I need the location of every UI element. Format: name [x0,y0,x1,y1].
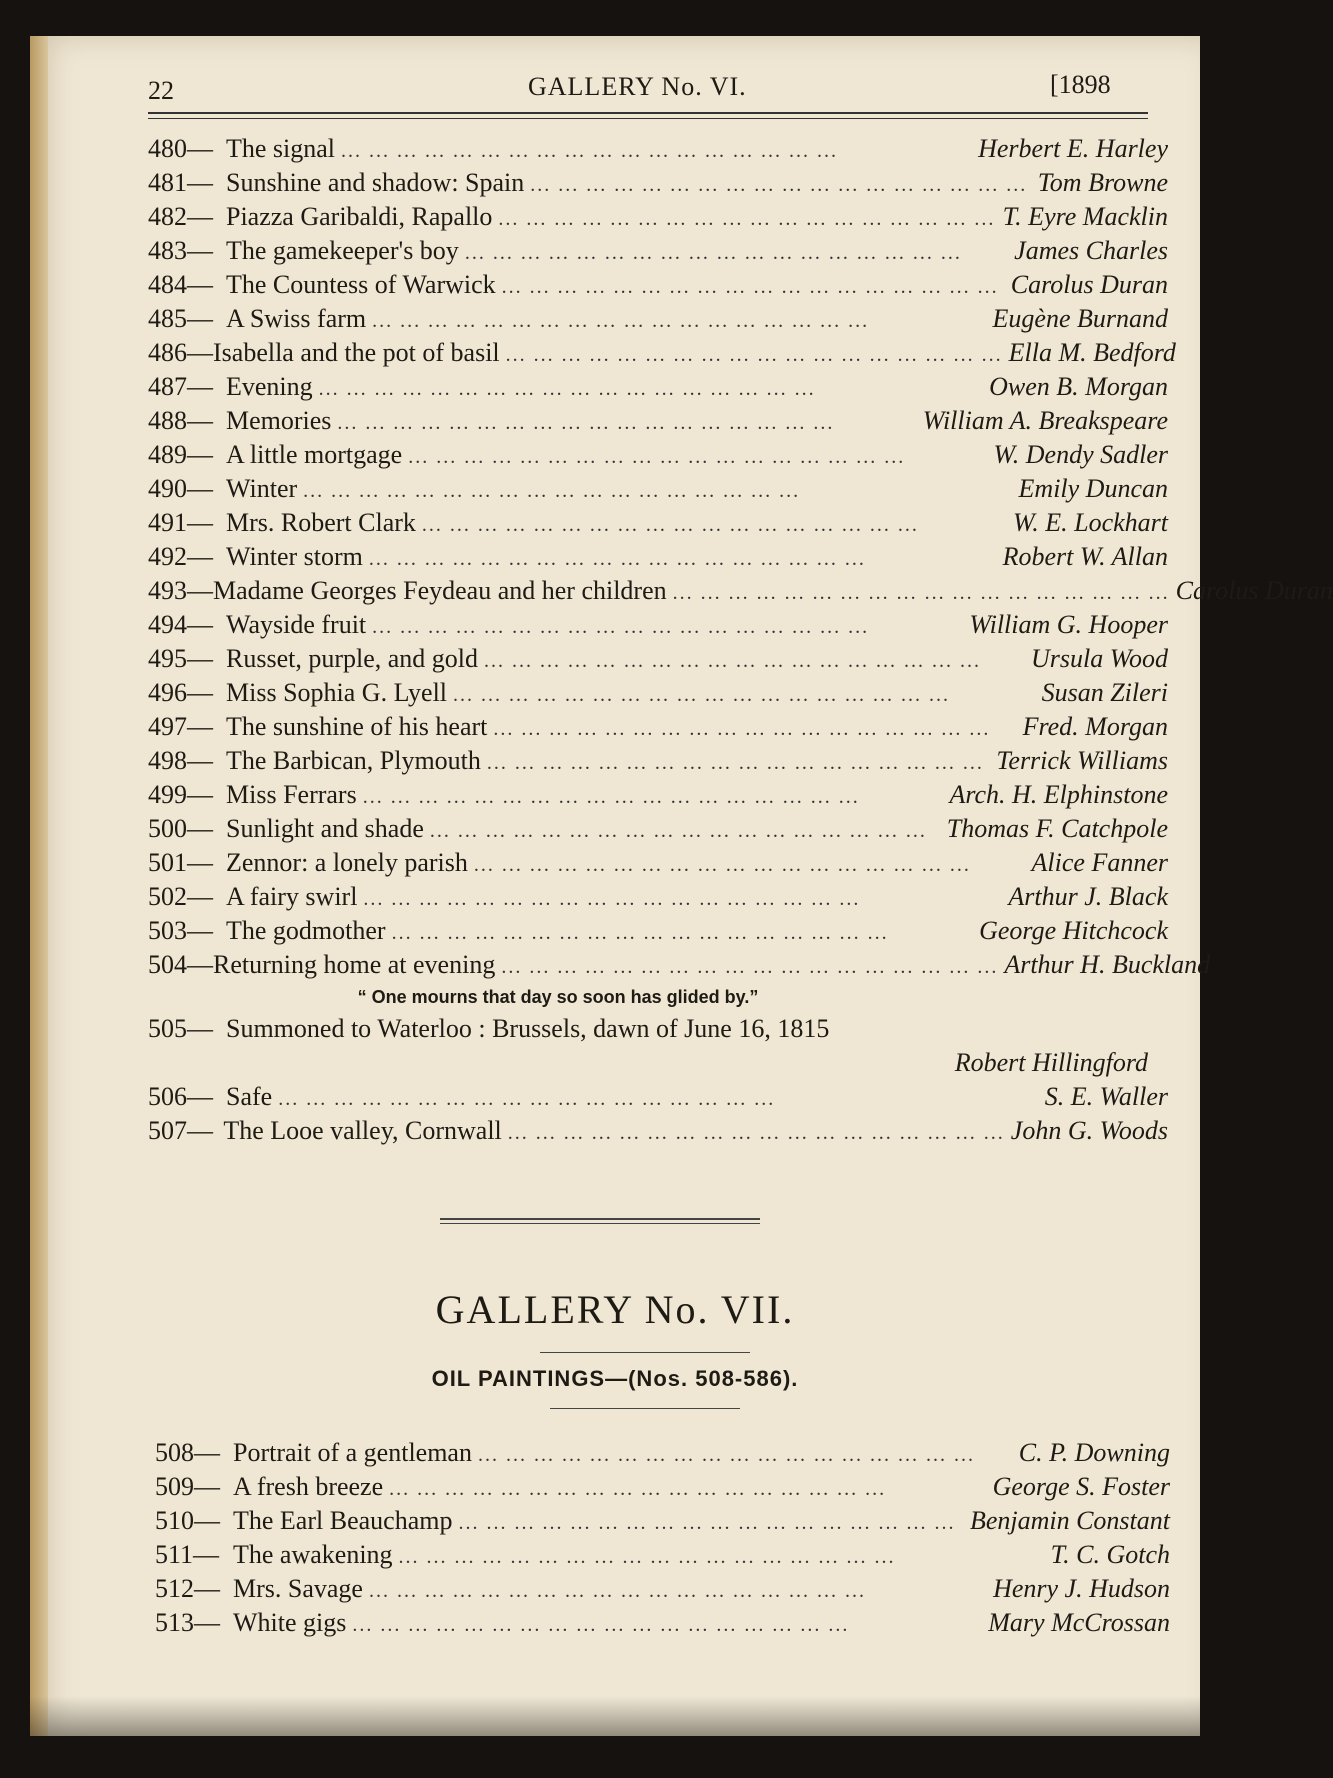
catalogue-entry [148,642,1168,676]
entry-artist: T. Eyre Macklin [1002,202,1168,231]
entry-number: 504— [148,950,213,979]
entry-number: 480— [148,134,213,163]
entry-number: 489— [148,440,213,469]
entry-artist: James Charles [1014,236,1168,265]
catalogue-entry [148,132,1168,166]
heading-rule [540,1352,750,1353]
year-label: [1898 [1050,70,1111,99]
leader-dots: ... ... ... ... ... ... ... ... ... ... ... ... ... ... ... ... ... ... [484,650,982,672]
leader-dots: ... ... ... ... ... ... ... ... ... ... ... ... ... ... ... ... ... ... [352,1614,850,1636]
catalogue-entry [148,166,1168,200]
entry-artist: Herbert E. Harley [978,134,1168,163]
oil-paintings-subheading: OIL PAINTINGS—(Nos. 508-586). [431,1366,799,1391]
entry-title: The gamekeeper's boy [226,236,459,265]
entry-title: Mrs. Savage [233,1574,363,1603]
entry-title: The godmother [226,916,386,945]
leader-dots: ... ... ... ... ... ... ... ... ... ... ... ... ... ... ... ... ... ... [421,514,919,536]
entry-title: A fairy swirl [226,882,358,911]
entry-artist: Mary McCrossan [988,1608,1170,1637]
entry-number: 482— [148,202,213,231]
catalogue-entry [148,676,1168,710]
entry-title: Sunlight and shade [226,814,424,843]
leader-dots: ... ... ... ... ... ... ... ... ... ... ... ... ... ... ... ... ... ... [408,446,906,468]
entry-number: 511— [155,1540,220,1569]
entry-title: The Countess of Warwick [226,270,496,299]
entry-title: Piazza Garibaldi, Rapallo [226,202,493,231]
entry-title: Madame Georges Feydeau and her children [213,576,667,605]
entry-number: 500— [148,814,213,843]
entry-title: A fresh breeze [233,1472,384,1501]
entry-artist: C. P. Downing [1018,1438,1170,1467]
entry-title: The awakening [233,1540,393,1569]
subheading-rule [550,1408,740,1409]
entry-artist: George Hitchcock [979,916,1168,945]
leader-dots: ... ... ... ... ... ... ... ... ... ... ... ... ... ... ... ... ... ... [303,480,801,502]
entry-artist: Terrick Williams [996,746,1168,775]
leader-dots: ... ... ... ... ... ... ... ... ... ... ... ... ... ... ... ... ... ... [464,242,962,264]
entry-number: 491— [148,508,213,537]
catalogue-entry [148,438,1168,472]
entry-title: A Swiss farm [226,304,367,333]
leader-dots: ... ... ... ... ... ... ... ... ... ... ... ... ... ... ... ... ... ... [368,1580,866,1602]
entry-title: Winter storm [226,542,363,571]
catalogue-entry [148,948,1211,982]
running-head: GALLERY No. VI. [528,72,747,101]
page-number: 22 [148,76,174,105]
entry-number: 485— [148,304,213,333]
entry-title: Evening [226,372,313,401]
catalogue-entry [148,472,1168,506]
leader-dots: ... ... ... ... ... ... ... ... ... ... ... ... ... ... ... ... ... ... [362,786,860,808]
catalogue-entry [148,302,1168,336]
catalogue-entry [148,914,1168,948]
gallery-vii-heading: GALLERY No. VII. [435,1287,795,1332]
entry-title: The sunshine of his heart [226,712,488,741]
entry-quote: “ One mourns that day so soon has glided by.” [357,987,759,1007]
entry-artist: Arch. H. Elphinstone [949,780,1168,809]
entry-artist: Fred. Morgan [1022,712,1168,741]
entry-title: Sunshine and shadow: Spain [226,168,525,197]
entry-number: 497— [148,712,213,741]
book-spine [30,36,48,1736]
leader-dots: ... ... ... ... ... ... ... ... ... ... ... ... ... ... ... ... ... ... [453,684,951,706]
entry-number: 501— [148,848,213,877]
entry-number: 483— [148,236,213,265]
catalogue-entry [148,506,1168,540]
catalogue-entry [148,574,1333,608]
catalogue-entry [148,200,1168,234]
catalogue-entry [148,710,1168,744]
catalogue-entry [148,268,1168,302]
entry-number: 490— [148,474,213,503]
entry-artist: William A. Breakspeare [922,406,1168,435]
entry-artist: W. Dendy Sadler [993,440,1168,469]
catalogue-entry [155,1572,1170,1606]
leader-dots: ... ... ... ... ... ... ... ... ... ... ... ... ... ... ... ... ... ... [341,140,839,162]
catalogue-entry [148,1080,1168,1114]
entry-number: 492— [148,542,213,571]
leader-dots: ... ... ... ... ... ... ... ... ... ... ... ... ... ... ... ... ... ... [363,888,861,910]
leader-dots: ... ... ... ... ... ... ... ... ... ... ... ... ... ... ... ... ... ... [372,616,870,638]
entry-number: 512— [155,1574,220,1603]
entry-artist: Tom Browne [1037,168,1168,197]
entry-title: Miss Sophia G. Lyell [226,678,448,707]
entry-title: Summoned to Waterloo : Brussels, dawn of June 16, 1815 [226,1014,830,1043]
entry-artist: Emily Duncan [1018,474,1168,503]
entry-title: The Barbican, Plymouth [226,746,481,775]
entry-number: 505— [148,1014,213,1043]
entry-title: Miss Ferrars [226,780,357,809]
catalogue-entry [148,608,1168,642]
catalogue-page [30,36,1333,1736]
gallery-vii-list [155,1436,1170,1640]
entry-artist: John G. Woods [1010,1116,1168,1145]
leader-dots: ... ... ... ... ... ... ... ... ... ... ... ... ... ... ... ... ... ... [318,378,816,400]
catalogue-entry [148,336,1176,370]
entry-number: 488— [148,406,213,435]
entry-number: 509— [155,1472,220,1501]
entry-artist: Thomas F. Catchpole [946,814,1168,843]
entry-artist: Arthur J. Black [1008,882,1168,911]
entry-title: Wayside fruit [226,610,367,639]
entry-number: 496— [148,678,213,707]
entry-artist: Ella M. Bedford [1008,338,1176,367]
leader-dots: ... ... ... ... ... ... ... ... ... ... ... ... ... ... ... ... ... ... [498,208,996,230]
leader-dots: ... ... ... ... ... ... ... ... ... ... ... ... ... ... ... ... ... ... [429,820,927,842]
entry-artist: T. C. Gotch [1050,1540,1170,1569]
leader-dots: ... ... ... ... ... ... ... ... ... ... ... ... ... ... ... ... ... ... [398,1546,896,1568]
entry-number: 502— [148,882,213,911]
entry-number: 510— [155,1506,220,1535]
entry-number: 506— [148,1082,213,1111]
entry-title: Mrs. Robert Clark [226,508,416,537]
entry-artist: Owen B. Morgan [989,372,1168,401]
entry-number: 495— [148,644,213,673]
catalogue-entry [148,1114,1168,1148]
gallery-vi-list [148,132,1333,1148]
header-rule [148,112,1148,119]
entry-number: 498— [148,746,213,775]
leader-dots: ... ... ... ... ... ... ... ... ... ... ... ... ... ... ... ... ... ... [501,956,999,978]
entry-title: The Looe valley, Cornwall [223,1116,502,1145]
leader-dots: ... ... ... ... ... ... ... ... ... ... ... ... ... ... ... ... ... ... [337,412,835,434]
catalogue-entry [155,1470,1170,1504]
entry-title: Portrait of a gentleman [233,1438,472,1467]
entry-number: 481— [148,168,213,197]
entry-number: 487— [148,372,213,401]
leader-dots: ... ... ... ... ... ... ... ... ... ... ... ... ... ... ... ... ... ... [530,174,1028,196]
leader-dots: ... ... ... ... ... ... ... ... ... ... ... ... ... ... ... ... ... ... [507,1122,1005,1144]
catalogue-entry [148,540,1168,574]
entry-artist: S. E. Waller [1044,1082,1168,1111]
entry-title: Russet, purple, and gold [226,644,479,673]
entry-artist: Eugène Burnand [992,304,1168,333]
catalogue-entry [148,370,1168,404]
entry-artist: W. E. Lockhart [1012,508,1168,537]
entry-title: Returning home at evening [213,950,496,979]
entry-artist: Susan Zileri [1041,678,1168,707]
catalogue-entry [148,778,1168,812]
entry-number: 484— [148,270,213,299]
entry-title: Safe [226,1082,273,1111]
entry-number: 513— [155,1608,220,1637]
entry-artist: Benjamin Constant [969,1506,1170,1535]
catalogue-entry [148,880,1168,914]
entry-title: Memories [226,406,332,435]
entry-number: 507— [148,1116,213,1145]
catalogue-entry [148,1012,1168,1046]
entry-artist: George S. Foster [992,1472,1170,1501]
page-shadow [30,1696,1200,1736]
entry-number: 499— [148,780,213,809]
entry-number: 486— [148,338,213,367]
leader-dots: ... ... ... ... ... ... ... ... ... ... ... ... ... ... ... ... ... ... [368,548,866,570]
entry-number: 493— [148,576,213,605]
catalogue-entry [148,846,1168,880]
leader-dots: ... ... ... ... ... ... ... ... ... ... ... ... ... ... ... ... ... ... [458,1512,956,1534]
entry-title: Winter [226,474,298,503]
entry-number: 508— [155,1438,220,1467]
leader-dots: ... ... ... ... ... ... ... ... ... ... ... ... ... ... ... ... ... ... [672,582,1170,604]
leader-dots: ... ... ... ... ... ... ... ... ... ... ... ... ... ... ... ... ... ... [389,1478,887,1500]
entry-artist: William G. Hooper [969,610,1168,639]
entry-number: 503— [148,916,213,945]
leader-dots: ... ... ... ... ... ... ... ... ... ... ... ... ... ... ... ... ... ... [501,276,999,298]
catalogue-entry [155,1538,1170,1572]
entry-title: The signal [226,134,336,163]
catalogue-entry [148,812,1168,846]
entry-artist: Robert Hillingford [954,1048,1148,1077]
catalogue-entry [148,744,1168,778]
catalogue-entry [148,234,1168,268]
entry-title: Isabella and the pot of basil [213,338,500,367]
entry-title: Zennor: a lonely parish [226,848,468,877]
leader-dots: ... ... ... ... ... ... ... ... ... ... ... ... ... ... ... ... ... ... [372,310,870,332]
entry-title: White gigs [233,1608,347,1637]
catalogue-entry [155,1436,1170,1470]
section-divider [440,1218,760,1224]
leader-dots: ... ... ... ... ... ... ... ... ... ... ... ... ... ... ... ... ... ... [278,1088,776,1110]
catalogue-entry [155,1504,1170,1538]
leader-dots: ... ... ... ... ... ... ... ... ... ... ... ... ... ... ... ... ... ... [486,752,984,774]
catalogue-entry [148,404,1168,438]
entry-title: A little mortgage [226,440,403,469]
entry-artist: Carolus Duran [1175,576,1333,605]
entry-artist: Ursula Wood [1030,644,1168,673]
entry-number: 494— [148,610,213,639]
entry-artist: Robert W. Allan [1002,542,1168,571]
leader-dots: ... ... ... ... ... ... ... ... ... ... ... ... ... ... ... ... ... ... [477,1444,975,1466]
leader-dots: ... ... ... ... ... ... ... ... ... ... ... ... ... ... ... ... ... ... [493,718,991,740]
entry-artist: Henry J. Hudson [993,1574,1170,1603]
catalogue-entry [155,1606,1170,1640]
entry-artist: Carolus Duran [1010,270,1168,299]
leader-dots: ... ... ... ... ... ... ... ... ... ... ... ... ... ... ... ... ... ... [391,922,889,944]
entry-artist: Alice Fanner [1031,848,1168,877]
leader-dots: ... ... ... ... ... ... ... ... ... ... ... ... ... ... ... ... ... ... [505,344,1003,366]
entry-artist: Arthur H. Buckland [1004,950,1211,979]
entry-title: The Earl Beauchamp [233,1506,453,1535]
leader-dots: ... ... ... ... ... ... ... ... ... ... ... ... ... ... ... ... ... ... [473,854,971,876]
